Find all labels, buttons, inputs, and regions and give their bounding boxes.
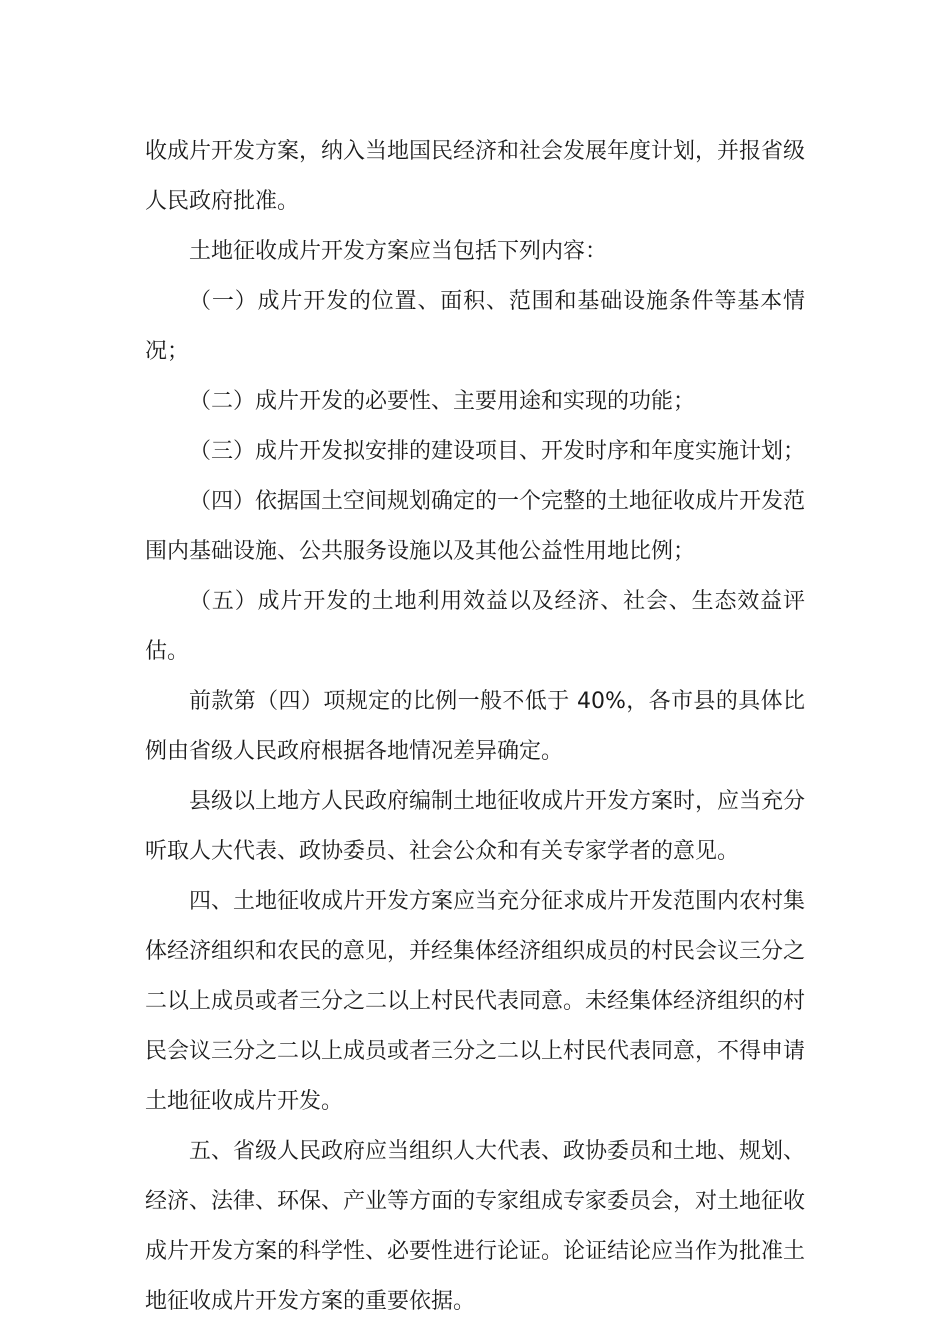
paragraph-consultation: 县级以上地方人民政府编制土地征收成片开发方案时，应当充分听取人大代表、政协委员、社会公众和有关专家学者的意见。: [145, 789, 806, 864]
paragraph-approval: 收成片开发方案，纳入当地国民经济和社会发展年度计划，并报省级人民政府批准。: [145, 139, 806, 214]
section-four: 四、土地征收成片开发方案应当充分征求成片开发范围内农村集体经济组织和农民的意见，并经集体经济组织成员的村民会议三分之二以上成员或者三分之二以上村民代表同意。未经集体经济组织的村民会议三分之二以上成员或者三分之二以上村民代表同意，不得申请土地征收成片开发。: [145, 889, 806, 1114]
paragraph-ratio: 前款第（四）项规定的比例一般不低于 40%，各市县的具体比例由省级人民政府根据各地情况差异确定。: [145, 689, 805, 764]
list-item-3: （三）成片开发拟安排的建设项目、开发时序和年度实施计划；: [189, 439, 806, 464]
list-item-2: （二）成片开发的必要性、主要用途和实现的功能；: [189, 389, 696, 414]
document-body: [145, 127, 805, 1327]
section-five: 五、省级人民政府应当组织人大代表、政协委员和土地、规划、经济、法律、环保、产业等方面的专家组成专家委员会，对土地征收成片开发方案的科学性、必要性进行论证。论证结论应当作为批准土地征收成片开发方案的重要依据。: [145, 1139, 806, 1314]
list-item-1: （一）成片开发的位置、面积、范围和基础设施条件等基本情况；: [145, 289, 805, 364]
paragraph-contents-intro: 土地征收成片开发方案应当包括下列内容：: [189, 239, 608, 264]
list-item-4: （四）依据国土空间规划确定的一个完整的土地征收成片开发范围内基础设施、公共服务设施以及其他公益性用地比例；: [145, 489, 806, 564]
list-item-5: （五）成片开发的土地利用效益以及经济、社会、生态效益评估。: [145, 589, 805, 664]
